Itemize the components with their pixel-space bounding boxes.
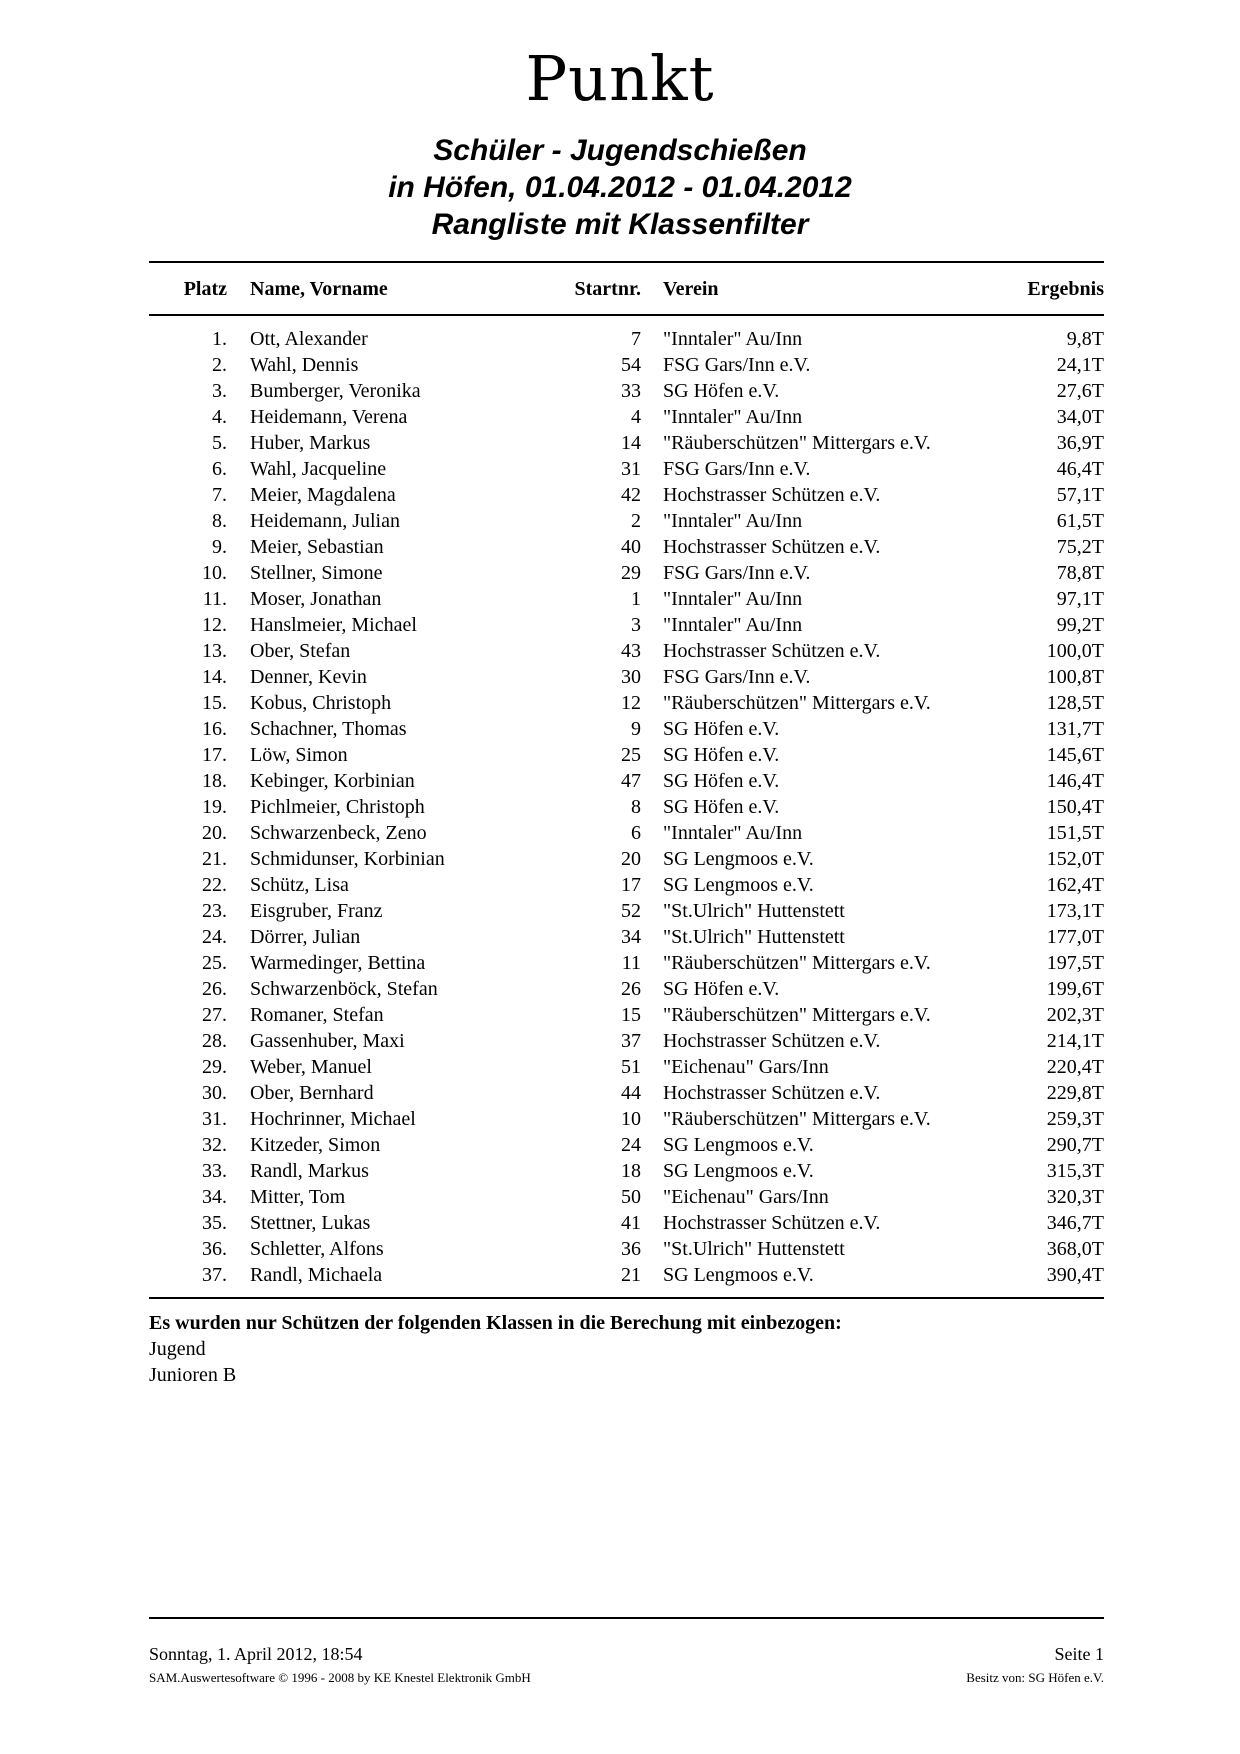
cell-ergebnis: 259,3T [1046,1108,1104,1130]
cell-startnr: 36 [621,1238,641,1260]
cell-startnr: 41 [621,1212,641,1234]
table-row [0,326,1240,352]
cell-ergebnis: 57,1T [1056,484,1104,506]
cell-name: Schachner, Thomas [250,718,407,740]
table-row [0,794,1240,820]
cell-verein: Hochstrasser Schützen e.V. [663,484,881,506]
header-startnr: Startnr. [574,278,641,300]
cell-platz: 25. [202,952,227,974]
cell-name: Romaner, Stefan [250,1004,384,1026]
cell-startnr: 47 [621,770,641,792]
cell-startnr: 24 [621,1134,641,1156]
table-row [0,612,1240,638]
cell-startnr: 30 [621,666,641,688]
cell-name: Mitter, Tom [250,1186,346,1208]
cell-verein: "Inntaler" Au/Inn [663,510,803,532]
cell-name: Hochrinner, Michael [250,1108,416,1130]
cell-platz: 5. [212,432,227,454]
cell-startnr: 4 [631,406,641,428]
cell-platz: 9. [212,536,227,558]
table-row [0,352,1240,378]
cell-name: Randl, Michaela [250,1264,383,1286]
cell-platz: 22. [202,874,227,896]
cell-verein: SG Lengmoos e.V. [663,1134,814,1156]
cell-startnr: 20 [621,848,641,870]
table-row [0,638,1240,664]
results-table [0,326,1240,1288]
cell-ergebnis: 197,5T [1046,952,1104,974]
header-bottom-rule [149,314,1104,316]
cell-startnr: 44 [621,1082,641,1104]
cell-ergebnis: 131,7T [1046,718,1104,740]
table-row [0,1158,1240,1184]
cell-platz: 28. [202,1030,227,1052]
cell-platz: 6. [212,458,227,480]
table-row [0,560,1240,586]
cell-platz: 18. [202,770,227,792]
cell-startnr: 12 [621,692,641,714]
cell-verein: FSG Gars/Inn e.V. [663,562,811,584]
footer-owner: Besitz von: SG Höfen e.V. [966,1670,1104,1685]
footer-software: SAM.Auswertesoftware © 1996 - 2008 by KE Knestel Elektronik GmbH [149,1670,531,1685]
cell-verein: SG Lengmoos e.V. [663,1264,814,1286]
table-row [0,508,1240,534]
cell-platz: 1. [212,328,227,350]
cell-startnr: 42 [621,484,641,506]
header-top-rule [149,261,1104,263]
table-row [0,872,1240,898]
cell-name: Huber, Markus [250,432,371,454]
cell-ergebnis: 150,4T [1046,796,1104,818]
cell-verein: FSG Gars/Inn e.V. [663,354,811,376]
cell-startnr: 1 [631,588,641,610]
cell-name: Ober, Bernhard [250,1082,374,1104]
table-row [0,846,1240,872]
cell-platz: 27. [202,1004,227,1026]
cell-ergebnis: 177,0T [1046,926,1104,948]
cell-name: Weber, Manuel [250,1056,372,1078]
table-row [0,664,1240,690]
header-verein: Verein [663,278,719,300]
footer-page-number: Seite 1 [1054,1644,1104,1664]
cell-name: Schwarzenbeck, Zeno [250,822,427,844]
cell-ergebnis: 202,3T [1046,1004,1104,1026]
cell-startnr: 51 [621,1056,641,1078]
cell-startnr: 14 [621,432,641,454]
cell-verein: "Eichenau" Gars/Inn [663,1186,829,1208]
header-platz: Platz [183,278,227,300]
cell-verein: SG Lengmoos e.V. [663,1160,814,1182]
cell-startnr: 8 [631,796,641,818]
cell-platz: 21. [202,848,227,870]
table-row [0,456,1240,482]
cell-name: Kitzeder, Simon [250,1134,381,1156]
table-row [0,534,1240,560]
cell-name: Kobus, Christoph [250,692,392,714]
cell-name: Heidemann, Verena [250,406,408,428]
cell-ergebnis: 61,5T [1056,510,1104,532]
cell-startnr: 34 [621,926,641,948]
cell-verein: SG Höfen e.V. [663,718,780,740]
cell-platz: 17. [202,744,227,766]
cell-verein: "Inntaler" Au/Inn [663,588,803,610]
table-row [0,690,1240,716]
cell-platz: 33. [202,1160,227,1182]
table-row [0,898,1240,924]
note-heading: Es wurden nur Schützen der folgenden Klassen in die Berechung mit einbezogen: [149,1312,842,1334]
cell-verein: "St.Ulrich" Huttenstett [663,1238,845,1260]
cell-platz: 13. [202,640,227,662]
table-row [0,1106,1240,1132]
table-row [0,742,1240,768]
cell-startnr: 3 [631,614,641,636]
cell-platz: 20. [202,822,227,844]
cell-verein: Hochstrasser Schützen e.V. [663,1212,881,1234]
cell-verein: "St.Ulrich" Huttenstett [663,900,845,922]
cell-platz: 19. [202,796,227,818]
cell-platz: 3. [212,380,227,402]
table-row [0,586,1240,612]
cell-name: Dörrer, Julian [250,926,361,948]
cell-ergebnis: 9,8T [1066,328,1104,350]
cell-name: Meier, Sebastian [250,536,384,558]
cell-startnr: 54 [621,354,641,376]
table-row [0,976,1240,1002]
cell-platz: 26. [202,978,227,1000]
cell-verein: SG Höfen e.V. [663,744,780,766]
cell-name: Stellner, Simone [250,562,383,584]
cell-verein: "Inntaler" Au/Inn [663,614,803,636]
cell-ergebnis: 24,1T [1056,354,1104,376]
cell-verein: "Eichenau" Gars/Inn [663,1056,829,1078]
cell-platz: 11. [202,588,227,610]
cell-platz: 30. [202,1082,227,1104]
cell-verein: "Räuberschützen" Mittergars e.V. [663,1108,931,1130]
cell-platz: 16. [202,718,227,740]
cell-platz: 35. [202,1212,227,1234]
cell-startnr: 11 [621,952,641,974]
cell-verein: "Inntaler" Au/Inn [663,328,803,350]
cell-name: Löw, Simon [250,744,348,766]
cell-startnr: 15 [621,1004,641,1026]
cell-ergebnis: 368,0T [1046,1238,1104,1260]
cell-platz: 23. [202,900,227,922]
cell-ergebnis: 214,1T [1046,1030,1104,1052]
cell-platz: 32. [202,1134,227,1156]
cell-verein: SG Höfen e.V. [663,380,780,402]
cell-startnr: 21 [621,1264,641,1286]
cell-startnr: 37 [621,1030,641,1052]
cell-ergebnis: 162,4T [1046,874,1104,896]
table-row [0,820,1240,846]
table-end-rule [149,1297,1104,1299]
cell-verein: "Räuberschützen" Mittergars e.V. [663,692,931,714]
footer-rule [149,1617,1104,1619]
cell-ergebnis: 128,5T [1046,692,1104,714]
cell-ergebnis: 152,0T [1046,848,1104,870]
cell-verein: "Inntaler" Au/Inn [663,406,803,428]
cell-ergebnis: 78,8T [1056,562,1104,584]
note-class-jugend: Jugend [149,1338,206,1360]
cell-verein: FSG Gars/Inn e.V. [663,666,811,688]
note-class-junioren-b: Junioren B [149,1364,237,1386]
cell-name: Stettner, Lukas [250,1212,371,1234]
cell-verein: SG Höfen e.V. [663,978,780,1000]
cell-name: Ober, Stefan [250,640,351,662]
table-row [0,1132,1240,1158]
footer-date: Sonntag, 1. April 2012, 18:54 [149,1644,363,1664]
cell-name: Moser, Jonathan [250,588,382,610]
cell-startnr: 31 [621,458,641,480]
cell-name: Schmidunser, Korbinian [250,848,445,870]
cell-ergebnis: 100,8T [1046,666,1104,688]
cell-name: Wahl, Jacqueline [250,458,387,480]
cell-ergebnis: 99,2T [1056,614,1104,636]
title-line-3: Rangliste mit Klassenfilter [431,208,809,241]
cell-ergebnis: 36,9T [1056,432,1104,454]
table-row [0,1080,1240,1106]
cell-platz: 10. [202,562,227,584]
table-row [0,482,1240,508]
cell-name: Ott, Alexander [250,328,368,350]
table-row [0,378,1240,404]
document-title [0,132,1240,243]
table-row [0,1002,1240,1028]
cell-verein: SG Höfen e.V. [663,770,780,792]
title-line-2: in Höfen, 01.04.2012 - 01.04.2012 [388,171,852,204]
cell-ergebnis: 100,0T [1046,640,1104,662]
class-filter-note [149,1310,842,1388]
cell-name: Meier, Magdalena [250,484,396,506]
cell-ergebnis: 320,3T [1046,1186,1104,1208]
table-row [0,768,1240,794]
cell-ergebnis: 315,3T [1046,1160,1104,1182]
cell-ergebnis: 199,6T [1046,978,1104,1000]
table-row [0,430,1240,456]
cell-verein: FSG Gars/Inn e.V. [663,458,811,480]
cell-name: Hanslmeier, Michael [250,614,417,636]
cell-name: Denner, Kevin [250,666,367,688]
cell-ergebnis: 151,5T [1046,822,1104,844]
cell-ergebnis: 290,7T [1046,1134,1104,1156]
cell-ergebnis: 390,4T [1046,1264,1104,1286]
logo-text: Punkt [525,42,715,115]
table-row [0,404,1240,430]
cell-verein: "Inntaler" Au/Inn [663,822,803,844]
cell-startnr: 40 [621,536,641,558]
header-name: Name, Vorname [250,278,388,300]
cell-ergebnis: 229,8T [1046,1082,1104,1104]
cell-ergebnis: 173,1T [1046,900,1104,922]
cell-startnr: 7 [631,328,641,350]
cell-startnr: 18 [621,1160,641,1182]
cell-startnr: 26 [621,978,641,1000]
cell-platz: 36. [202,1238,227,1260]
cell-verein: SG Lengmoos e.V. [663,874,814,896]
cell-name: Warmedinger, Bettina [250,952,426,974]
cell-name: Randl, Markus [250,1160,369,1182]
cell-ergebnis: 27,6T [1056,380,1104,402]
cell-name: Gassenhuber, Maxi [250,1030,405,1052]
cell-startnr: 52 [621,900,641,922]
header-ergebnis: Ergebnis [1027,278,1104,300]
cell-platz: 14. [202,666,227,688]
cell-ergebnis: 145,6T [1046,744,1104,766]
cell-name: Heidemann, Julian [250,510,400,532]
cell-verein: Hochstrasser Schützen e.V. [663,1030,881,1052]
cell-name: Schwarzenböck, Stefan [250,978,438,1000]
cell-verein: "Räuberschützen" Mittergars e.V. [663,952,931,974]
cell-startnr: 43 [621,640,641,662]
cell-platz: 12. [202,614,227,636]
table-row [0,1184,1240,1210]
cell-verein: Hochstrasser Schützen e.V. [663,640,881,662]
table-row [0,1054,1240,1080]
cell-platz: 2. [212,354,227,376]
table-row [0,716,1240,742]
cell-name: Schütz, Lisa [250,874,349,896]
cell-platz: 31. [202,1108,227,1130]
cell-verein: "Räuberschützen" Mittergars e.V. [663,1004,931,1026]
cell-startnr: 17 [621,874,641,896]
cell-startnr: 25 [621,744,641,766]
cell-name: Wahl, Dennis [250,354,359,376]
cell-platz: 29. [202,1056,227,1078]
cell-verein: Hochstrasser Schützen e.V. [663,536,881,558]
cell-ergebnis: 146,4T [1046,770,1104,792]
cell-ergebnis: 97,1T [1056,588,1104,610]
cell-platz: 4. [212,406,227,428]
cell-verein: Hochstrasser Schützen e.V. [663,1082,881,1104]
cell-verein: SG Höfen e.V. [663,796,780,818]
cell-startnr: 33 [621,380,641,402]
table-row [0,1262,1240,1288]
cell-startnr: 10 [621,1108,641,1130]
cell-startnr: 29 [621,562,641,584]
cell-name: Bumberger, Veronika [250,380,421,402]
table-row [0,950,1240,976]
cell-startnr: 2 [631,510,641,532]
cell-name: Schletter, Alfons [250,1238,384,1260]
cell-ergebnis: 34,0T [1056,406,1104,428]
cell-platz: 8. [212,510,227,532]
cell-startnr: 9 [631,718,641,740]
cell-platz: 7. [212,484,227,506]
title-line-1: Schüler - Jugendschießen [433,134,807,167]
table-header [0,278,1240,306]
table-row [0,1028,1240,1054]
cell-verein: "Räuberschützen" Mittergars e.V. [663,432,931,454]
table-row [0,1236,1240,1262]
cell-platz: 24. [202,926,227,948]
cell-startnr: 6 [631,822,641,844]
cell-platz: 34. [202,1186,227,1208]
cell-ergebnis: 346,7T [1046,1212,1104,1234]
cell-verein: "St.Ulrich" Huttenstett [663,926,845,948]
cell-name: Kebinger, Korbinian [250,770,415,792]
cell-platz: 15. [202,692,227,714]
cell-ergebnis: 75,2T [1056,536,1104,558]
cell-ergebnis: 220,4T [1046,1056,1104,1078]
cell-startnr: 50 [621,1186,641,1208]
cell-name: Pichlmeier, Christoph [250,796,425,818]
cell-name: Eisgruber, Franz [250,900,383,922]
cell-verein: SG Lengmoos e.V. [663,848,814,870]
table-row [0,1210,1240,1236]
cell-platz: 37. [202,1264,227,1286]
cell-ergebnis: 46,4T [1056,458,1104,480]
table-row [0,924,1240,950]
